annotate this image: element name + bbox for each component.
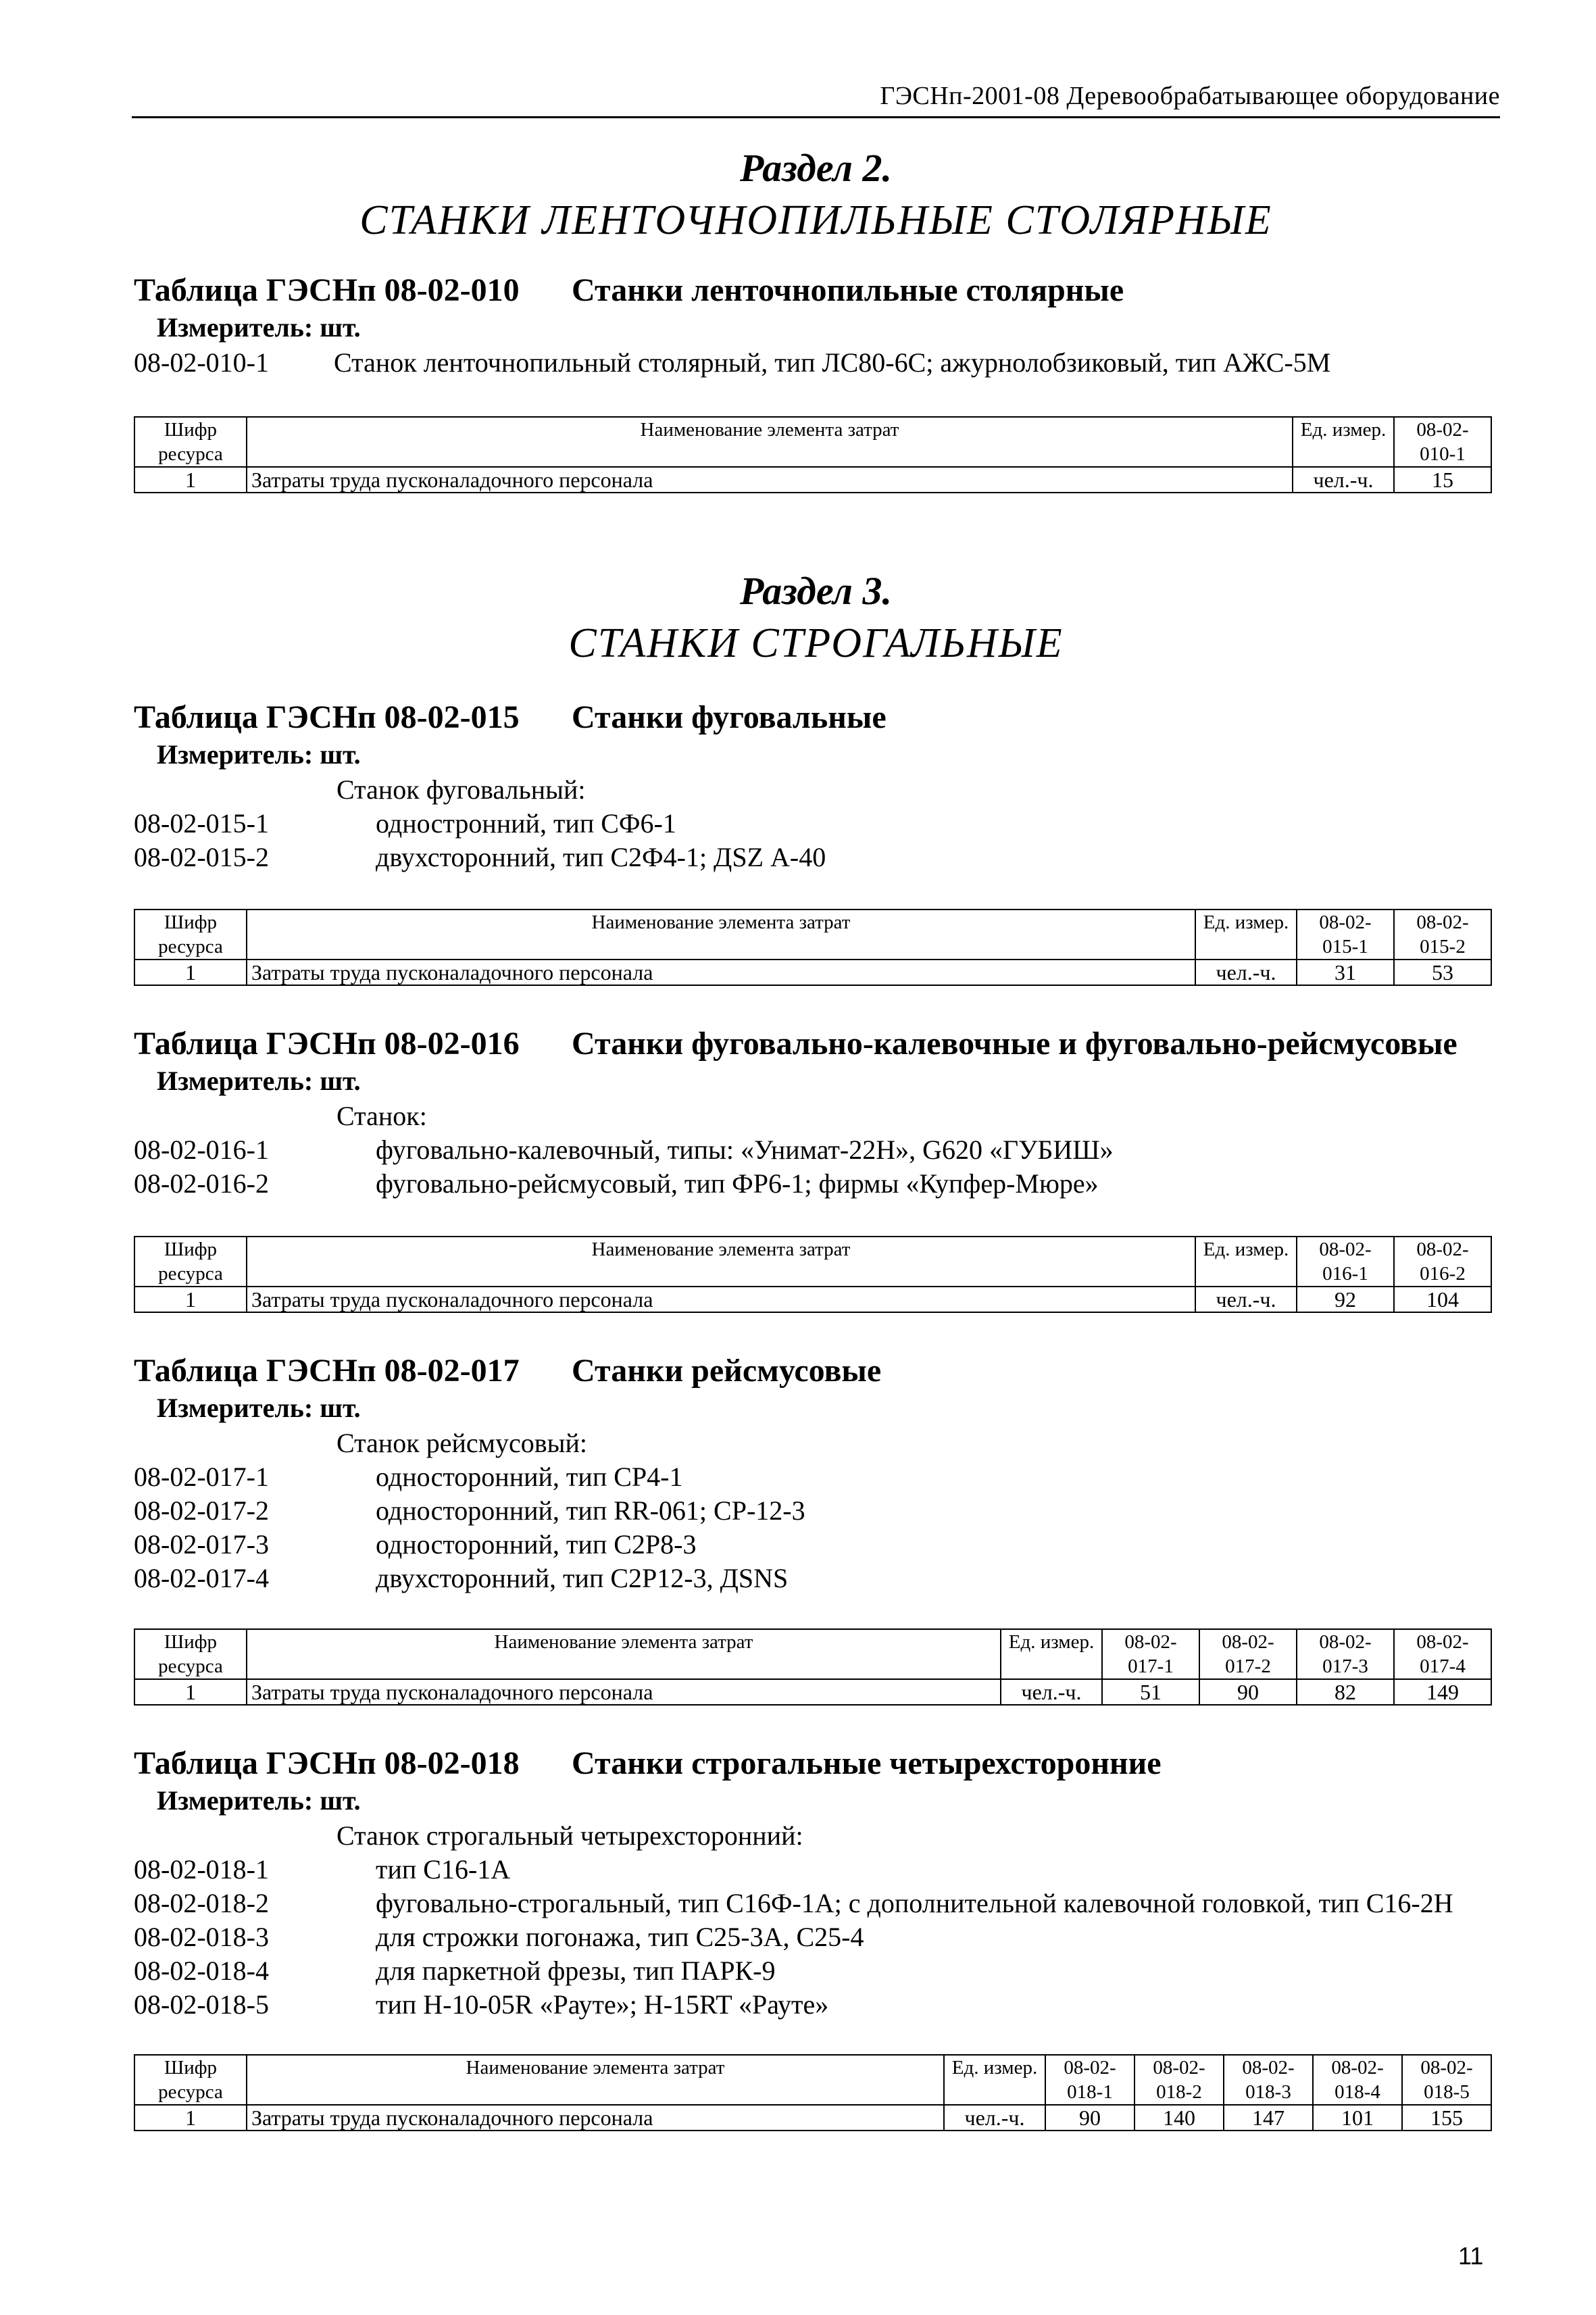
cell-code: 1 <box>134 467 247 493</box>
col-header-norm: 08-02- 017-4 <box>1394 1629 1491 1679</box>
cell-value: 104 <box>1394 1287 1491 1312</box>
cell-code: 1 <box>134 1679 247 1705</box>
cell-unit: чел.-ч. <box>1195 960 1297 985</box>
list-item <box>134 1954 1505 1988</box>
table-block <box>134 270 1505 380</box>
table-row <box>134 467 1491 493</box>
item-text: для паркетной фрезы, тип ПАРК-9 <box>376 1956 776 1986</box>
table-title: Станки строгальные четырехсторонние <box>572 1745 1162 1781</box>
section-title: СТАНКИ СТРОГАЛЬНЫЕ <box>568 620 1064 666</box>
cell-value: 147 <box>1224 2105 1313 2131</box>
col-header-code: Шифр ресурса <box>134 417 247 467</box>
col-header-norm: 08-02- 018-1 <box>1045 2055 1134 2105</box>
table-row <box>134 1679 1491 1705</box>
item-code: 08-02-018-2 <box>134 1888 269 1918</box>
norm-table <box>134 416 1492 493</box>
cell-code: 1 <box>134 960 247 985</box>
item-code: 08-02-018-5 <box>134 1989 269 2020</box>
item-text: для строжки погонажа, тип С25-3А, С25-4 <box>376 1922 864 1952</box>
cell-value: 92 <box>1297 1287 1394 1312</box>
col-header-norm: 08-02- 016-1 <box>1297 1237 1394 1287</box>
cell-value: 149 <box>1394 1679 1491 1705</box>
list-item <box>134 346 1505 380</box>
list-item <box>134 1167 1505 1201</box>
cell-value: 53 <box>1394 960 1491 985</box>
col-header-name: Наименование элемента затрат <box>247 1237 1195 1287</box>
item-code: 08-02-018-3 <box>134 1922 269 1952</box>
col-header-norm: 08-02- 015-2 <box>1394 910 1491 960</box>
item-text: односторонний, тип RR-061; СР-12-3 <box>376 1495 805 1526</box>
norm-table <box>134 1236 1492 1313</box>
list-item <box>134 1887 1505 1920</box>
col-header-unit: Ед. измер. <box>1001 1629 1102 1679</box>
col-header-code: Шифр ресурса <box>134 1237 247 1287</box>
item-code: 08-02-017-2 <box>134 1495 269 1526</box>
page-number: 11 <box>1458 2242 1484 2270</box>
cell-name: Затраты труда пусконаладочного персонала <box>247 1287 1195 1312</box>
table-code: Таблица ГЭСНп 08-02-017 <box>134 1353 520 1389</box>
col-header-norm: 08-02- 017-2 <box>1199 1629 1297 1679</box>
item-text: двухсторонний, тип С2Р12-3, ДSNS <box>376 1563 789 1593</box>
col-header-norm: 08-02- 015-1 <box>1297 910 1394 960</box>
table-title: Станки ленточнопильные столярные <box>572 272 1124 308</box>
table-row <box>134 960 1491 985</box>
cell-unit: чел.-ч. <box>1195 1287 1297 1312</box>
list-item <box>134 1853 1505 1887</box>
item-text: одностронний, тип СФ6-1 <box>376 808 676 839</box>
cell-name: Затраты труда пусконаладочного персонала <box>247 467 1293 493</box>
table-block <box>134 1743 1505 2022</box>
table-meter: Измеритель: шт. <box>157 312 361 343</box>
item-text: тип Н-10-05R «Рауте»; Н-15RT «Рауте» <box>376 1989 829 2020</box>
list-caption <box>134 773 1505 807</box>
section-label: Раздел 3. <box>740 569 892 613</box>
norm-table <box>134 2054 1492 2131</box>
running-header: ГЭСНп-2001-08 Деревообрабатывающее оборудование <box>132 76 1500 118</box>
table-code: Таблица ГЭСНп 08-02-016 <box>134 1026 520 1062</box>
cell-name: Затраты труда пусконаладочного персонала <box>247 960 1195 985</box>
list-item <box>134 1460 1505 1494</box>
col-header-norm: 08-02- 018-4 <box>1313 2055 1402 2105</box>
col-header-code: Шифр ресурса <box>134 910 247 960</box>
col-header-code: Шифр ресурса <box>134 2055 247 2105</box>
item-code: 08-02-018-4 <box>134 1956 269 1986</box>
caption-text: Станок строгальный четырехсторонний: <box>336 1820 803 1851</box>
cell-unit: чел.-ч. <box>1293 467 1394 493</box>
table-heading <box>134 1024 1505 1064</box>
item-text: фуговально-рейсмусовый, тип ФР6-1; фирмы «Купфер-Мюре» <box>376 1168 1099 1199</box>
table-row <box>134 1287 1491 1312</box>
col-header-norm: 08-02- 018-2 <box>1134 2055 1224 2105</box>
col-header-name: Наименование элемента затрат <box>247 2055 944 2105</box>
item-code: 08-02-017-3 <box>134 1529 269 1560</box>
col-header-norm: 08-02- 017-1 <box>1102 1629 1199 1679</box>
col-header-norm: 08-02- 018-5 <box>1402 2055 1491 2105</box>
col-header-unit: Ед. измер. <box>944 2055 1045 2105</box>
list-caption <box>134 1099 1505 1133</box>
list-caption <box>134 1819 1505 1853</box>
section-heading <box>132 566 1500 670</box>
table-code: Таблица ГЭСНп 08-02-015 <box>134 699 520 735</box>
cell-name: Затраты труда пусконаладочного персонала <box>247 1679 1001 1705</box>
table-heading <box>134 1351 1505 1391</box>
cell-value: 82 <box>1297 1679 1394 1705</box>
item-text: тип С16-1А <box>376 1854 511 1885</box>
table-heading <box>134 270 1505 311</box>
col-header-norm: 08-02- 018-3 <box>1224 2055 1313 2105</box>
col-header-code: Шифр ресурса <box>134 1629 247 1679</box>
item-text: фуговально-строгальный, тип С16Ф-1А; с дополнительной калевочной головкой, тип С16-2Н <box>376 1888 1453 1918</box>
cell-value: 31 <box>1297 960 1394 985</box>
item-code: 08-02-018-1 <box>134 1854 269 1885</box>
item-code: 08-02-017-1 <box>134 1462 269 1492</box>
col-header-name: Наименование элемента затрат <box>247 417 1293 467</box>
table-heading <box>134 1743 1505 1784</box>
table-block <box>134 1024 1505 1201</box>
cell-code: 1 <box>134 2105 247 2131</box>
cell-unit: чел.-ч. <box>1001 1679 1102 1705</box>
section-title: СТАНКИ ЛЕНТОЧНОПИЛЬНЫЕ СТОЛЯРНЫЕ <box>359 197 1272 243</box>
table-meter: Измеритель: шт. <box>157 739 361 770</box>
table-title: Станки фуговально-калевочные и фуговально-рейсмусовые <box>572 1026 1457 1062</box>
list-item <box>134 1920 1505 1954</box>
table-block <box>134 1351 1505 1595</box>
list-item <box>134 1528 1505 1562</box>
list-item <box>134 1988 1505 2022</box>
table-code: Таблица ГЭСНп 08-02-010 <box>134 272 520 308</box>
cell-value: 101 <box>1313 2105 1402 2131</box>
norm-table <box>134 909 1492 986</box>
table-title: Станки фуговальные <box>572 699 887 735</box>
cell-value: 51 <box>1102 1679 1199 1705</box>
cell-value: 15 <box>1394 467 1491 493</box>
table-meter: Измеритель: шт. <box>157 1393 361 1423</box>
cell-name: Затраты труда пусконаладочного персонала <box>247 2105 944 2131</box>
cell-value: 155 <box>1402 2105 1491 2131</box>
col-header-name: Наименование элемента затрат <box>247 910 1195 960</box>
item-code: 08-02-017-4 <box>134 1563 269 1593</box>
table-code: Таблица ГЭСНп 08-02-018 <box>134 1745 520 1781</box>
list-item <box>134 1133 1505 1167</box>
table-heading <box>134 697 1505 738</box>
list-item <box>134 1562 1505 1595</box>
item-code: 08-02-016-2 <box>134 1168 269 1199</box>
cell-value: 90 <box>1199 1679 1297 1705</box>
col-header-unit: Ед. измер. <box>1195 1237 1297 1287</box>
caption-text: Станок: <box>336 1101 427 1131</box>
list-item <box>134 1494 1505 1528</box>
item-code: 08-02-010-1 <box>134 347 269 378</box>
item-text: односторонний, тип С2Р8-3 <box>376 1529 697 1560</box>
caption-text: Станок фуговальный: <box>336 774 586 805</box>
cell-unit: чел.-ч. <box>944 2105 1045 2131</box>
item-code: 08-02-016-1 <box>134 1135 269 1165</box>
table-meter: Измеритель: шт. <box>157 1785 361 1816</box>
item-text: фуговально-калевочный, типы: «Унимат-22Н», G620 «ГУБИШ» <box>376 1135 1114 1165</box>
col-header-unit: Ед. измер. <box>1293 417 1394 467</box>
table-meter: Измеритель: шт. <box>157 1066 361 1096</box>
item-code: 08-02-015-1 <box>134 808 269 839</box>
cell-value: 140 <box>1134 2105 1224 2131</box>
col-header-norm: 08-02- 010-1 <box>1394 417 1491 467</box>
list-caption <box>134 1426 1505 1460</box>
section-heading <box>132 143 1500 247</box>
norm-table <box>134 1628 1492 1706</box>
item-text: двухсторонний, тип С2Ф4-1; ДSZ А-40 <box>376 842 826 872</box>
cell-value: 90 <box>1045 2105 1134 2131</box>
item-text: Станок ленточнопильный столярный, тип ЛС80-6С; ажурнолобзиковый, тип АЖС-5М <box>334 347 1331 378</box>
section-label: Раздел 2. <box>740 146 892 190</box>
item-text: односторонний, тип СР4-1 <box>376 1462 683 1492</box>
table-block <box>134 697 1505 874</box>
caption-text: Станок рейсмусовый: <box>336 1428 587 1458</box>
col-header-unit: Ед. измер. <box>1195 910 1297 960</box>
col-header-name: Наименование элемента затрат <box>247 1629 1001 1679</box>
list-item <box>134 807 1505 841</box>
table-row <box>134 2105 1491 2131</box>
col-header-norm: 08-02- 017-3 <box>1297 1629 1394 1679</box>
item-code: 08-02-015-2 <box>134 842 269 872</box>
table-title: Станки рейсмусовые <box>572 1353 882 1389</box>
cell-code: 1 <box>134 1287 247 1312</box>
list-item <box>134 841 1505 874</box>
col-header-norm: 08-02- 016-2 <box>1394 1237 1491 1287</box>
